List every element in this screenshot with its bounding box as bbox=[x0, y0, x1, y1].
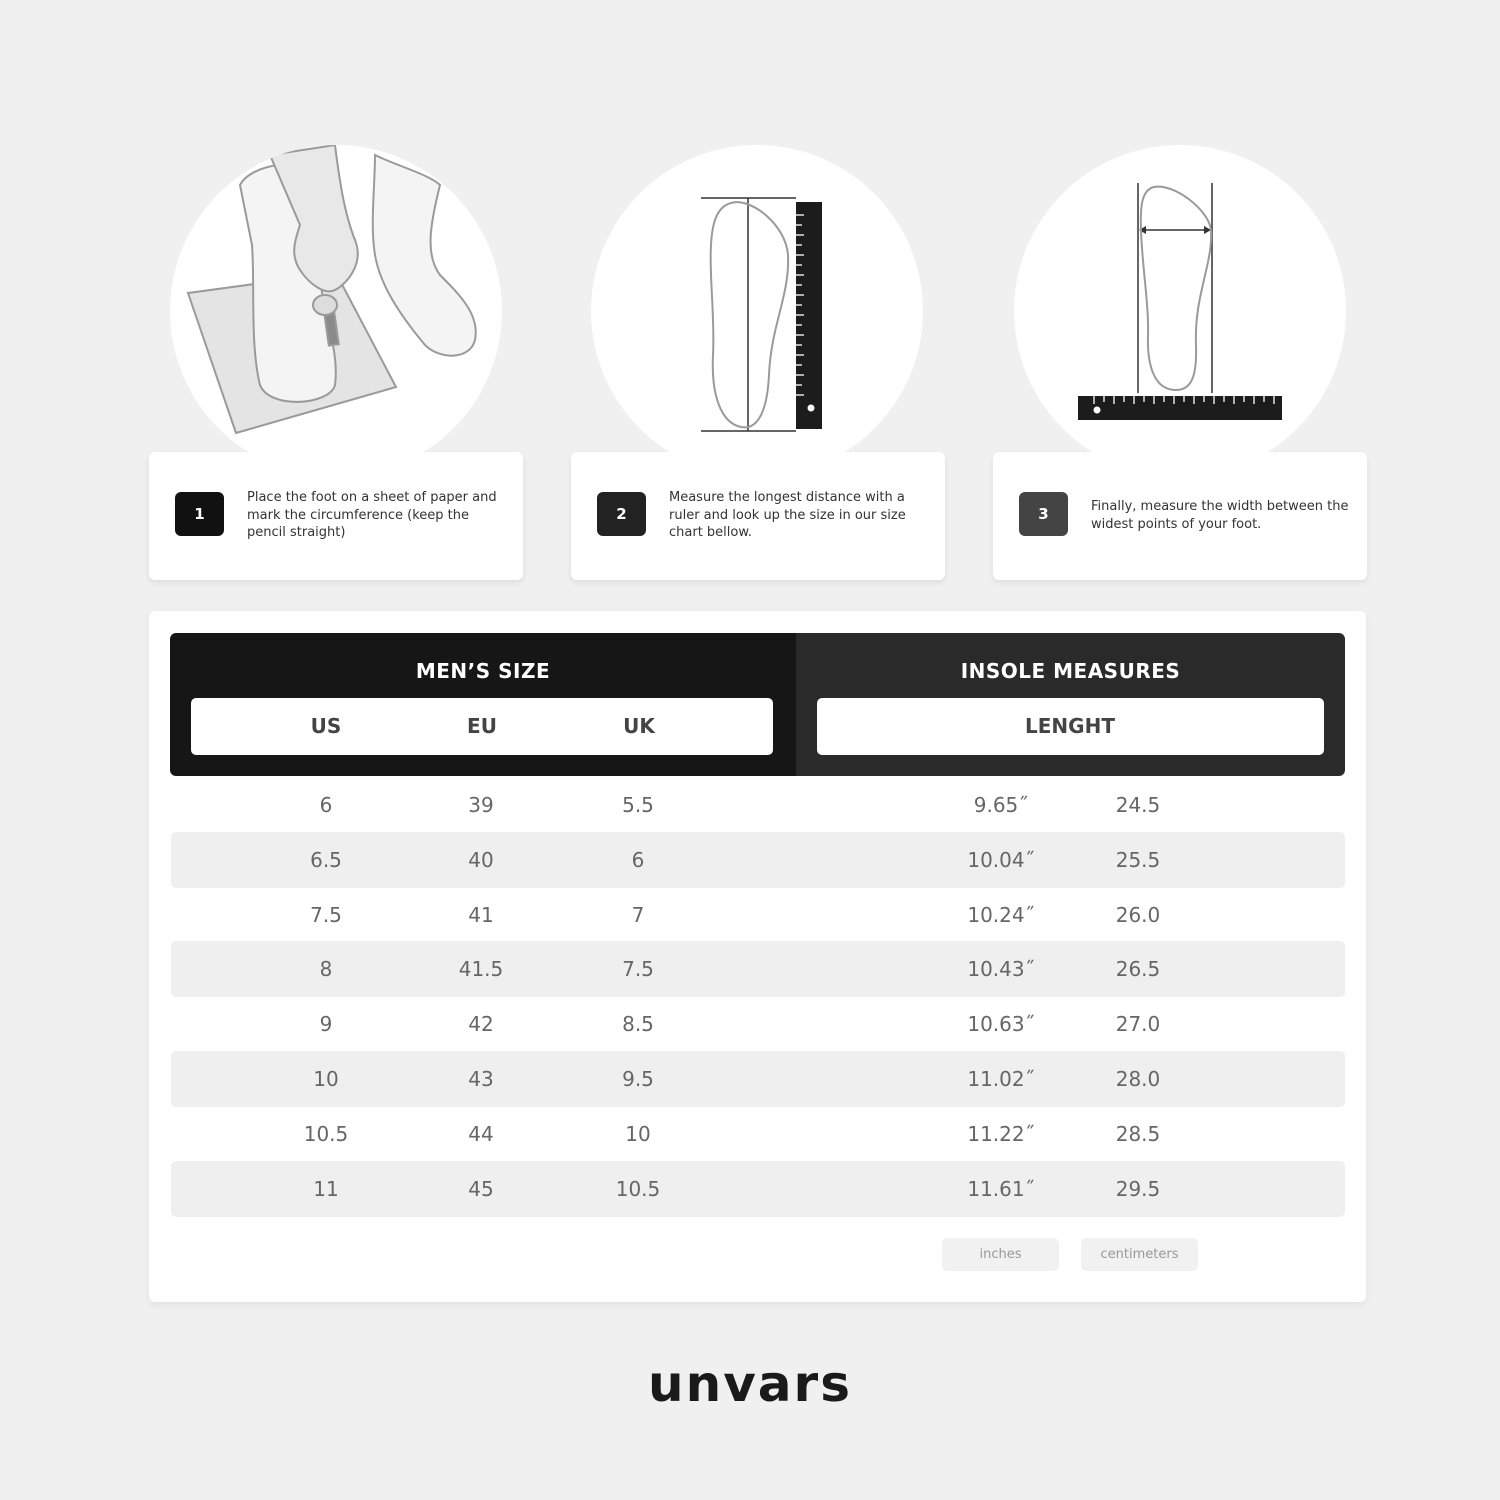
cell-uk: 5.5 bbox=[622, 793, 654, 817]
cell-us: 10.5 bbox=[303, 1121, 349, 1146]
cell-inches: 11.22˝ bbox=[967, 1121, 1035, 1146]
table-row bbox=[171, 1106, 1345, 1162]
size-columns-header bbox=[191, 698, 773, 755]
step-instruction: Place the foot on a sheet of paper and mark the circumference (keep the pencil straight) bbox=[247, 490, 497, 540]
cell-inches: 10.24˝ bbox=[967, 902, 1035, 927]
cell-us: 9 bbox=[319, 1012, 333, 1037]
cell-uk: 6 bbox=[631, 847, 645, 872]
column-uk: UK bbox=[623, 714, 655, 738]
cell-cm: 27.0 bbox=[1115, 1012, 1161, 1037]
size-chart bbox=[149, 611, 1366, 1302]
table-row bbox=[171, 996, 1345, 1052]
column-length: LENGHT bbox=[1025, 714, 1115, 738]
cell-uk: 10.5 bbox=[615, 1176, 661, 1201]
cell-uk: 7 bbox=[631, 902, 645, 927]
table-row bbox=[171, 941, 1345, 997]
cell-cm: 28.5 bbox=[1115, 1121, 1161, 1146]
table-row bbox=[171, 887, 1345, 943]
cell-us: 11 bbox=[313, 1176, 339, 1201]
cell-us: 8 bbox=[319, 957, 333, 982]
foot-length-ruler-icon bbox=[591, 145, 923, 477]
cell-us: 10 bbox=[313, 1067, 339, 1091]
step-card-3 bbox=[993, 452, 1367, 580]
cell-cm: 25.5 bbox=[1115, 847, 1161, 872]
cell-eu: 43 bbox=[468, 1067, 494, 1091]
insole-measures-title: INSOLE MEASURES bbox=[960, 659, 1181, 683]
brand-logo: unvars bbox=[648, 1355, 852, 1413]
cell-uk: 8.5 bbox=[622, 1012, 654, 1037]
step-instruction: Measure the longest distance with a ruler and look up the size in our size chart bellow. bbox=[669, 490, 906, 540]
cell-uk: 10 bbox=[625, 1121, 651, 1146]
step-number-badge: 3 bbox=[1019, 492, 1068, 536]
cell-uk: 7.5 bbox=[622, 957, 654, 982]
unit-inches-label: inches bbox=[942, 1238, 1059, 1271]
cell-inches: 11.61˝ bbox=[967, 1176, 1035, 1201]
length-column-header bbox=[817, 698, 1324, 755]
cell-eu: 42 bbox=[468, 1012, 494, 1037]
table-row bbox=[171, 832, 1345, 888]
table-row bbox=[171, 777, 1345, 833]
cell-cm: 24.5 bbox=[1115, 793, 1161, 817]
cell-us: 6.5 bbox=[310, 847, 342, 872]
step-3-illustration bbox=[1014, 145, 1346, 477]
cell-eu: 41.5 bbox=[458, 957, 504, 982]
step-1-illustration bbox=[170, 145, 502, 477]
mens-size-title: MEN’S SIZE bbox=[415, 659, 551, 683]
cell-cm: 28.0 bbox=[1115, 1067, 1161, 1091]
cell-eu: 45 bbox=[468, 1176, 494, 1201]
table-row bbox=[171, 1161, 1345, 1217]
cell-uk: 9.5 bbox=[622, 1067, 654, 1091]
insole-measures-header bbox=[796, 633, 1345, 776]
step-instruction: Finally, measure the width between the widest points of your foot. bbox=[1091, 499, 1349, 532]
cell-us: 7.5 bbox=[310, 902, 342, 927]
step-2-illustration bbox=[591, 145, 923, 477]
cell-cm: 26.5 bbox=[1115, 957, 1161, 982]
foot-tracing-illustration-icon bbox=[170, 145, 502, 477]
cell-inches: 11.02˝ bbox=[967, 1067, 1035, 1091]
table-row bbox=[171, 1051, 1345, 1107]
cell-eu: 40 bbox=[468, 847, 494, 872]
cell-inches: 10.04˝ bbox=[967, 847, 1035, 872]
cell-cm: 26.0 bbox=[1115, 902, 1161, 927]
unit-centimeters-label: centimeters bbox=[1081, 1238, 1198, 1271]
step-card-1 bbox=[149, 452, 523, 580]
foot-width-ruler-icon bbox=[1014, 145, 1346, 477]
cell-eu: 39 bbox=[468, 793, 494, 817]
cell-cm: 29.5 bbox=[1115, 1176, 1161, 1201]
column-eu: EU bbox=[467, 714, 497, 738]
cell-inches: 10.63˝ bbox=[967, 1012, 1035, 1037]
step-card-2 bbox=[571, 452, 945, 580]
cell-inches: 9.65˝ bbox=[973, 793, 1029, 817]
cell-inches: 10.43˝ bbox=[967, 957, 1035, 982]
mens-size-header bbox=[170, 633, 796, 776]
cell-eu: 41 bbox=[468, 902, 494, 927]
step-number-badge: 2 bbox=[597, 492, 646, 536]
cell-eu: 44 bbox=[468, 1121, 494, 1146]
cell-us: 6 bbox=[319, 793, 333, 817]
step-number-badge: 1 bbox=[175, 492, 224, 536]
column-us: US bbox=[310, 714, 342, 738]
